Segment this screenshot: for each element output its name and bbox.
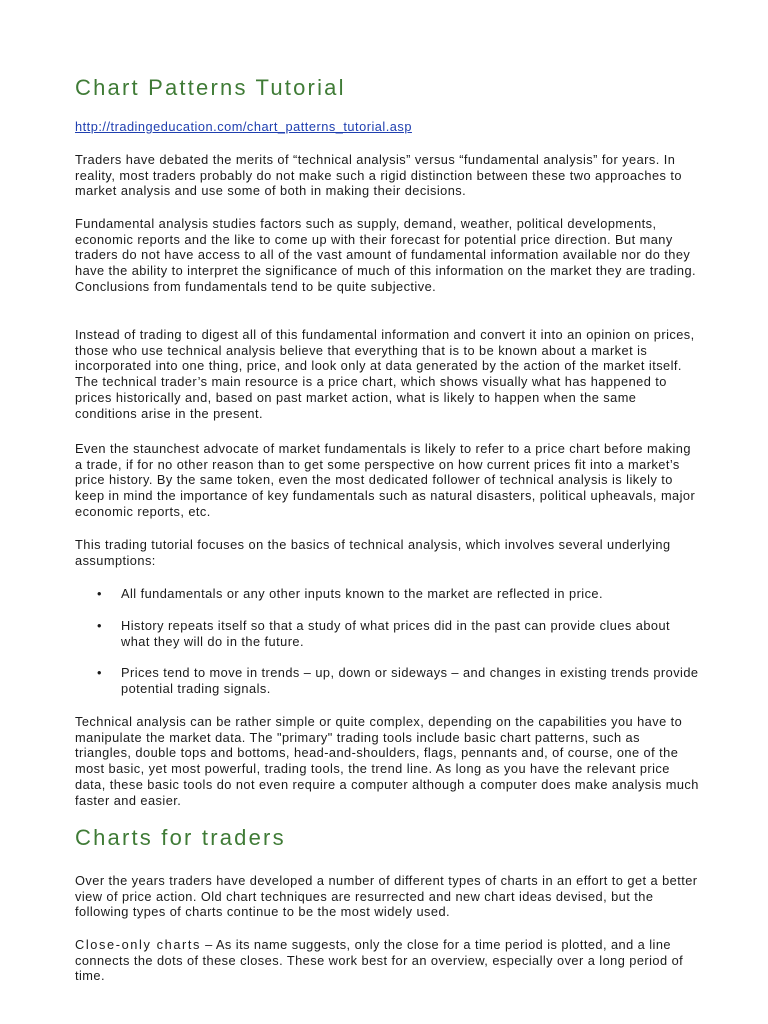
list-item [75,586,700,602]
bullet-icon: • [97,618,102,633]
close-only-term: Close-only charts [75,937,202,952]
list-item-text: History repeats itself so that a study of what prices did in the past can provide clues about what they will do in the future. [121,618,671,649]
list-item [75,665,700,696]
page-title: Chart Patterns Tutorial [75,75,346,100]
paragraph-3: Instead of trading to digest all of this fundamental information and convert it into an opinion on prices, those who use technical analysis believe that everything that is to be known about a market is incorporated into one thing, price, and look only at data generated by the action of the market itself. The technical trader’s main resource is a price chart, which shows visually what has happened to prices historically and, based on past market action, what is likely to happen when the same conditions arise in the present. [75,327,695,421]
list-item-text: All fundamentals or any other inputs known to the market are reflected in price. [121,586,603,601]
paragraph-5: This trading tutorial focuses on the basics of technical analysis, which involves several underlying assumptions: [75,537,671,568]
paragraph-1: Traders have debated the merits of “technical analysis” versus “fundamental analysis” for years. In reality, most traders probably do not make such a rigid distinction between these two approaches to market analysis and use some of both in making their decisions. [75,152,682,199]
section-heading: Charts for traders [75,825,286,850]
bullet-icon: • [97,665,102,680]
bullet-icon: • [97,586,102,601]
list-item [75,618,700,649]
paragraph-4: Even the staunchest advocate of market fundamentals is likely to refer to a price chart before making a trade, if for no other reason than to get some perspective on how current prices fit into a market’s price history. By the same token, even the most dedicated follower of technical analysis is likely to keep in mind the importance of key fundamentals such as natural disasters, political upheavals, major economic reports, etc. [75,441,696,519]
paragraph-6: Technical analysis can be rather simple or quite complex, depending on the capabilities you have to manipulate the market data. The "primary" trading tools include basic chart patterns, such as triangles, double tops and bottoms, head-and-shoulders, flags, pennants and, of course, one of the most basic, yet most powerful, trading tools, the trend line. As long as you have the relevant price data, these basic tools do not even require a computer although a computer does make analysis much faster and easier. [75,714,699,808]
source-link[interactable]: http://tradingeducation.com/chart_patterns_tutorial.asp [75,119,412,134]
close-only-description: – As its name suggests, only the close for a time period is plotted, and a line connects the dots of these closes. These work best for an overview, especially over a long period of time. [75,937,684,984]
list-item-text: Prices tend to move in trends – up, down or sideways – and changes in existing trends provide potential trading signals. [121,665,699,696]
paragraph-8 [75,937,700,984]
paragraph-7: Over the years traders have developed a number of different types of charts in an effort to get a better view of price action. Old chart techniques are resurrected and new chart ideas devised, but the following types of charts continue to be the most widely used. [75,873,698,920]
paragraph-2: Fundamental analysis studies factors such as supply, demand, weather, political developments, economic reports and the like to come up with their forecast for potential price direction. But many traders do not have access to all of the vast amount of fundamental information available nor do they have the ability to interpret the significance of much of this information on the market they are trading. Conclusions from fundamentals tend to be quite subjective. [75,216,697,294]
